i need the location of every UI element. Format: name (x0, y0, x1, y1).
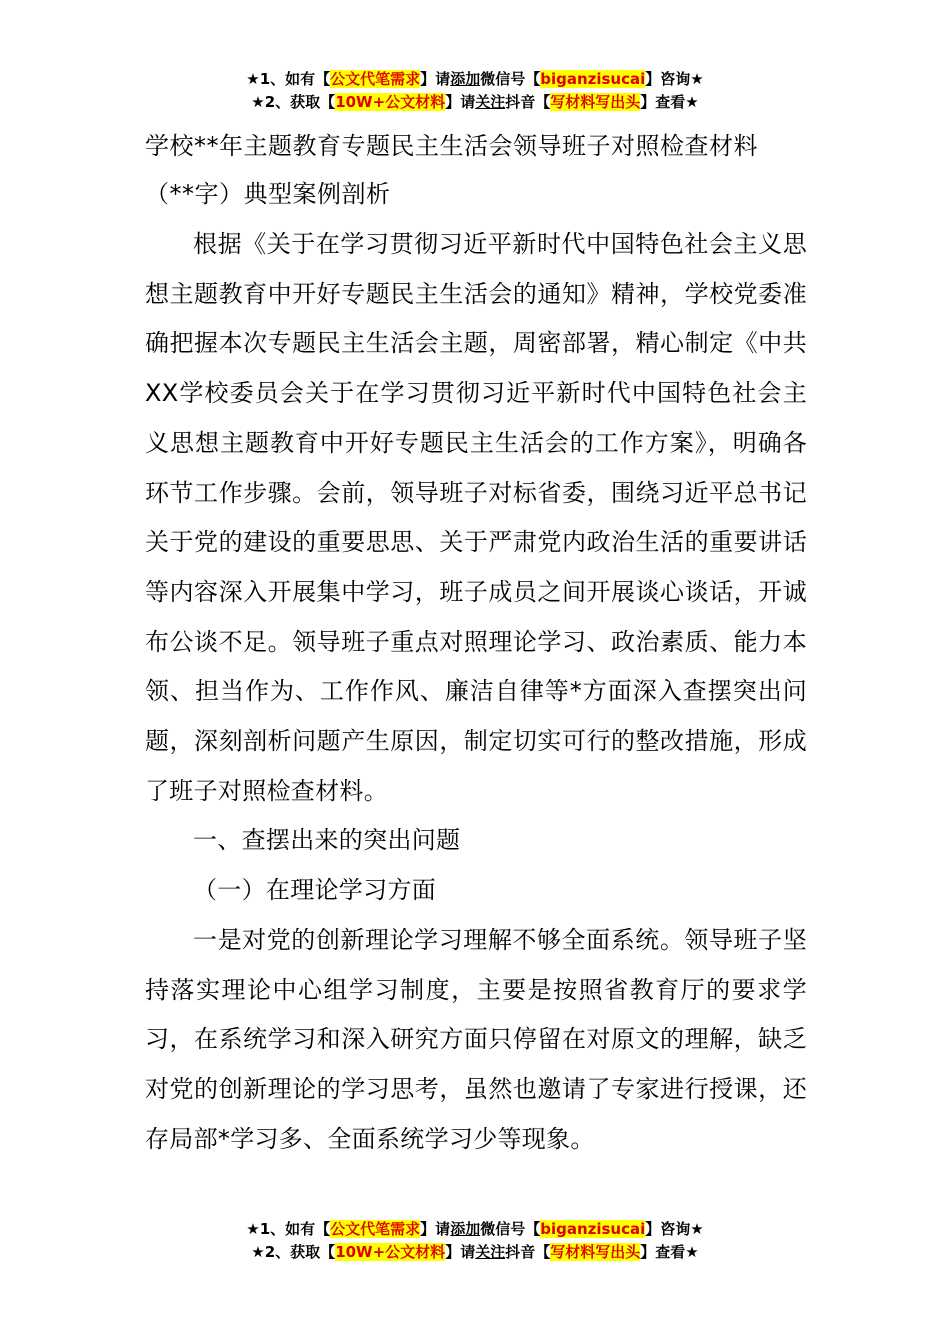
promo-highlight: 10W+公文材料 (335, 1243, 446, 1261)
promo-highlight: 10W+公文材料 (335, 93, 446, 111)
intro-paragraph: 根据《关于在学习贯彻习近平新时代中国特色社会主义思想主题教育中开好专题民主生活会的通知》精神，学校党委准确把握本次专题民主生活会主题，周密部署，精心制定《中共XX学校委员会关于在学习贯彻习近平新时代中国特色社会主义思想主题教育中开好专题民主生活会的工作方案》，明确各环节工作步骤。会前，领导班子对标省委，围绕习近平总书记关于党的建设的重要思思、关于严肃党内政治生活的重要讲话等内容深入开展集中学习，班子成员之间开展谈心谈话，开诚布公谈不足。领导班子重点对照理论学习、政治素质、能力本领、担当作为、工作作风、廉洁自律等*方面深入查摆突出问题，深刻剖析问题产生原因，制定切实可行的整改措施，形成了班子对照检查材料。 (145, 230, 807, 805)
subsection-heading: （一）在理论学习方面 (193, 876, 436, 905)
promo-line-1: ★1、如有【公文代笔需求】请添加微信号【biganzisucai】咨询★ (246, 70, 704, 88)
point-paragraph: 一是对党的创新理论学习理解不够全面系统。领导班子坚持落实理论中心组学习制度，主要是按照省教育厅的要求学习，在系统学习和深入研究方面只停留在对原文的理解，缺乏对党的创新理论的学习思考，虽然也邀请了专家进行授课，还存局部*学习多、全面系统学习少等现象。 (145, 925, 807, 1153)
top-promo-banner (0, 68, 950, 114)
douyin-account: 写材料写出头 (550, 1243, 641, 1261)
document-body (145, 220, 807, 1164)
wechat-id: biganzisucai (540, 70, 646, 88)
promo-highlight: 公文代笔需求 (330, 70, 421, 88)
bottom-promo-banner (0, 1218, 950, 1264)
promo-line-1: ★1、如有【公文代笔需求】请添加微信号【biganzisucai】咨询★ (246, 1220, 704, 1238)
wechat-id: biganzisucai (540, 1220, 646, 1238)
section-heading: 一、查摆出来的突出问题 (193, 826, 461, 855)
promo-line-2: ★2、获取【10W+公文材料】请关注抖音【写材料写出头】查看★ (251, 93, 699, 111)
document-title: 学校**年主题教育专题民主生活会领导班子对照检查材料（**字）典型案例剖析 (145, 132, 758, 208)
promo-highlight: 公文代笔需求 (330, 1220, 421, 1238)
douyin-account: 写材料写出头 (550, 93, 641, 111)
promo-line-2: ★2、获取【10W+公文材料】请关注抖音【写材料写出头】查看★ (251, 1243, 699, 1261)
